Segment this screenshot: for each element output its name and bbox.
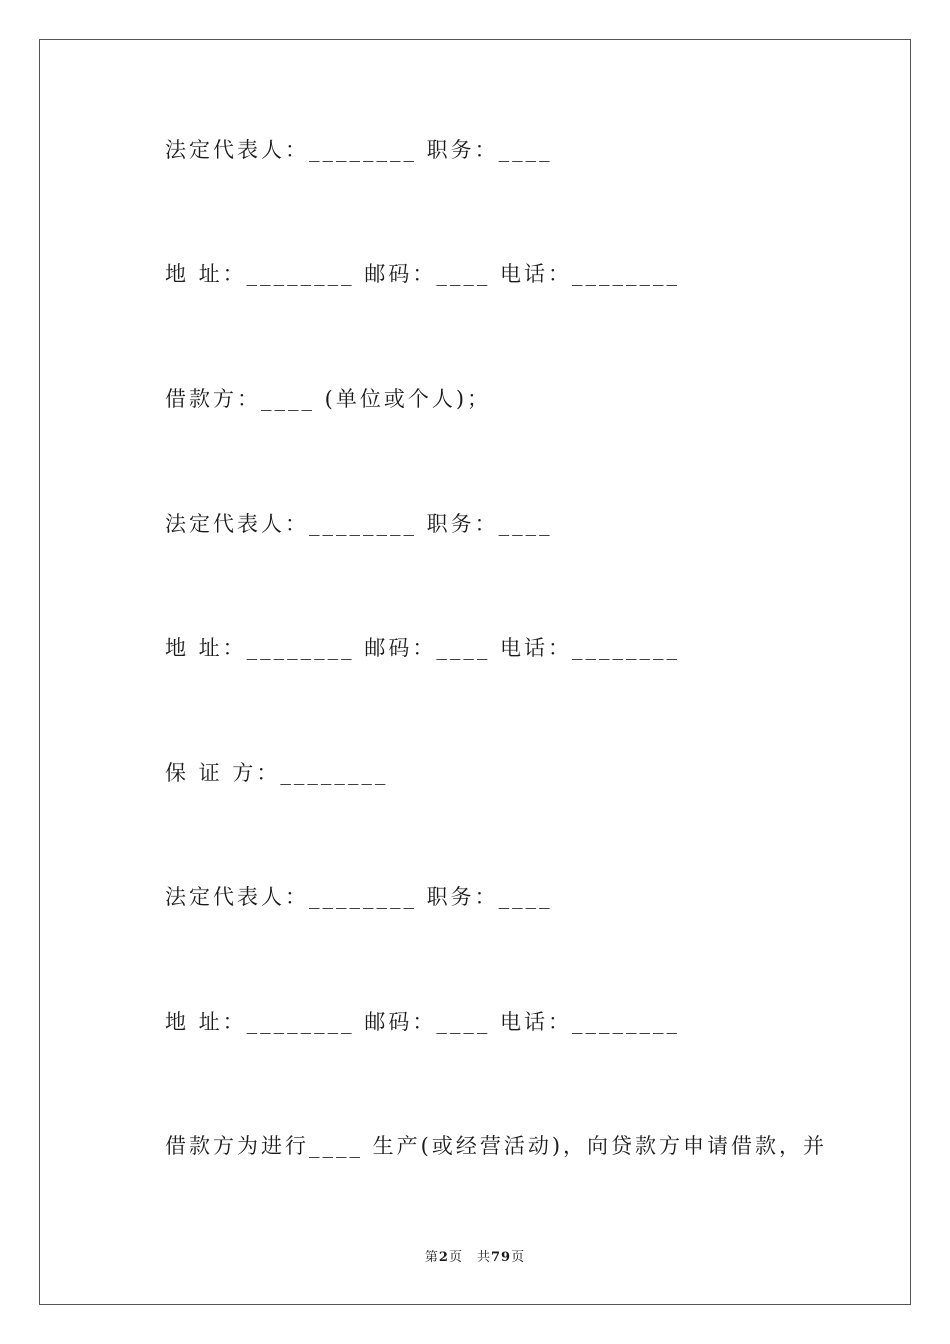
footer-total-pages: 79 xyxy=(490,1250,512,1265)
footer-suffix: 页 xyxy=(511,1250,526,1265)
lender-representative-line: 法定代表人：________ 职务：____ xyxy=(165,138,553,162)
guarantor-address-line: 地 址：________ 邮码：____ 电话：________ xyxy=(165,1010,681,1034)
body-paragraph-line: 借款方为进行____ 生产(或经营活动)，向贷款方申请借款，并 xyxy=(165,1134,828,1158)
borrower-representative-line: 法定代表人：________ 职务：____ xyxy=(165,512,553,536)
borrower-line: 借款方：____ (单位或个人)； xyxy=(165,387,492,411)
lender-address-line: 地 址：________ 邮码：____ 电话：________ xyxy=(165,262,681,286)
footer-middle: 页 共 xyxy=(448,1250,491,1265)
guarantor-line: 保 证 方：________ xyxy=(165,761,389,785)
footer-prefix: 第 xyxy=(424,1250,439,1265)
borrower-address-line: 地 址：________ 邮码：____ 电话：________ xyxy=(165,636,681,660)
page-border xyxy=(39,39,911,1305)
guarantor-representative-line: 法定代表人：________ 职务：____ xyxy=(165,885,553,909)
footer-page-number: 2 xyxy=(438,1250,449,1265)
page-footer xyxy=(0,1246,950,1265)
